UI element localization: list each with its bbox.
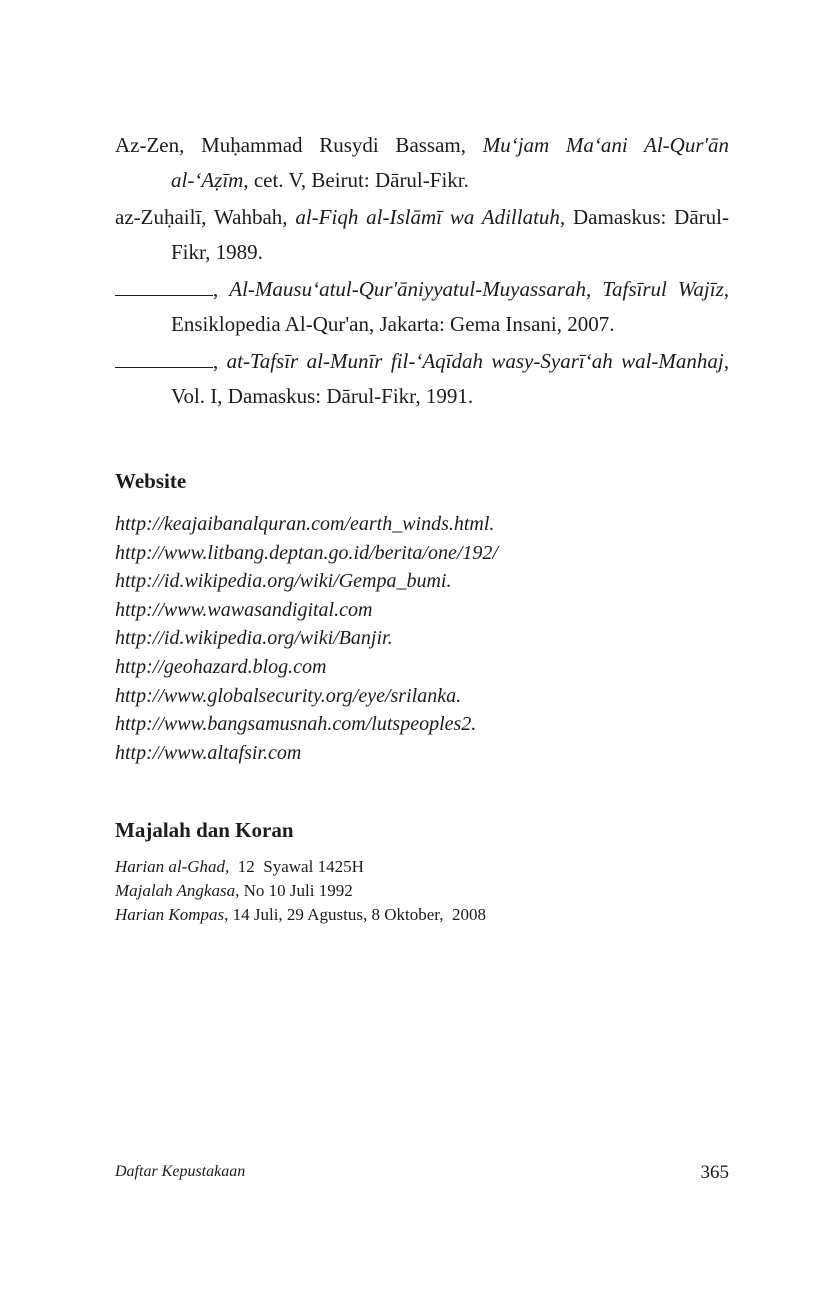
website-link[interactable]: http://www.altafsir.com: [115, 741, 302, 764]
periodical-name: Majalah Angkasa: [115, 881, 236, 900]
periodical-name: Harian al-Ghad,: [115, 857, 230, 876]
entry-title: al-Fiqh al-Islāmī wa Adillatuh,: [295, 205, 566, 229]
footer-section-title: Daftar Kepustakaan: [115, 1163, 246, 1180]
periodicals-heading: Majalah dan Koran: [115, 818, 294, 842]
entry-author: Az-Zen, Muḥammad Rusydi Bassam,: [115, 133, 483, 157]
entry-author: ,: [213, 277, 230, 301]
entry-publication: Damaskus: Dārul-Fikr, 1989.: [171, 205, 729, 264]
website-link[interactable]: http://geohazard.blog.com: [115, 655, 327, 678]
periodical-entry: [115, 903, 729, 927]
dash-placeholder: [115, 345, 213, 368]
website-link[interactable]: http://www.wawasandigital.com: [115, 598, 373, 621]
entry-publication: , cet. V, Beirut: Dārul-Fikr.: [243, 168, 469, 192]
bibliography-entry: [115, 272, 729, 342]
entry-title: Mu‘jam Ma‘ani Al-Qur'ān al-‘Aẓīm: [171, 133, 729, 192]
periodical-entry: [115, 855, 729, 879]
website-heading: Website: [115, 469, 187, 493]
website-link[interactable]: http://www.litbang.deptan.go.id/berita/one/192/: [115, 541, 498, 564]
periodical-detail: , 14 Juli, 29 Agustus, 8 Oktober, 2008: [224, 905, 486, 924]
entry-author: ,: [213, 349, 227, 373]
periodical-detail: , No 10 Juli 1992: [235, 881, 353, 900]
website-link[interactable]: http://id.wikipedia.org/wiki/Gempa_bumi.: [115, 570, 452, 593]
website-list: [115, 510, 729, 767]
entry-author: az-Zuḥailī, Wahbah,: [115, 205, 296, 229]
entry-publication: Vol. I, Damaskus: Dārul-Fikr, 1991.: [171, 384, 474, 408]
website-link[interactable]: http://www.bangsamusnah.com/lutspeoples2.: [115, 713, 477, 736]
page-number: 365: [700, 1162, 729, 1183]
website-link[interactable]: http://keajaibanalquran.com/earth_winds.html.: [115, 513, 495, 535]
periodicals-list: [115, 855, 729, 927]
periodical-detail: 12 Syawal 1425H: [229, 857, 364, 876]
entry-title: at-Tafsīr al-Munīr fil-‘Aqīdah wasy-Syarī‘ah wal-Manhaj,: [226, 349, 729, 373]
periodical-entry: [115, 879, 729, 903]
dash-placeholder: [115, 273, 213, 296]
website-link[interactable]: http://id.wikipedia.org/wiki/Banjir.: [115, 627, 393, 650]
bibliography-entry: [115, 128, 729, 198]
bibliography-entry: [115, 344, 729, 414]
periodical-name: Harian Kompas: [115, 905, 225, 924]
entry-publication: Ensiklopedia Al-Qur'an, Jakarta: Gema Insani, 2007.: [171, 312, 615, 336]
entry-title: Al-Mausu‘atul-Qur'āniyyatul-Muyassarah, Tafsīrul Wajīz,: [229, 277, 730, 301]
website-link[interactable]: http://www.globalsecurity.org/eye/srilanka.: [115, 684, 462, 707]
bibliography-entry: [115, 200, 729, 270]
bibliography-list: [115, 128, 729, 416]
